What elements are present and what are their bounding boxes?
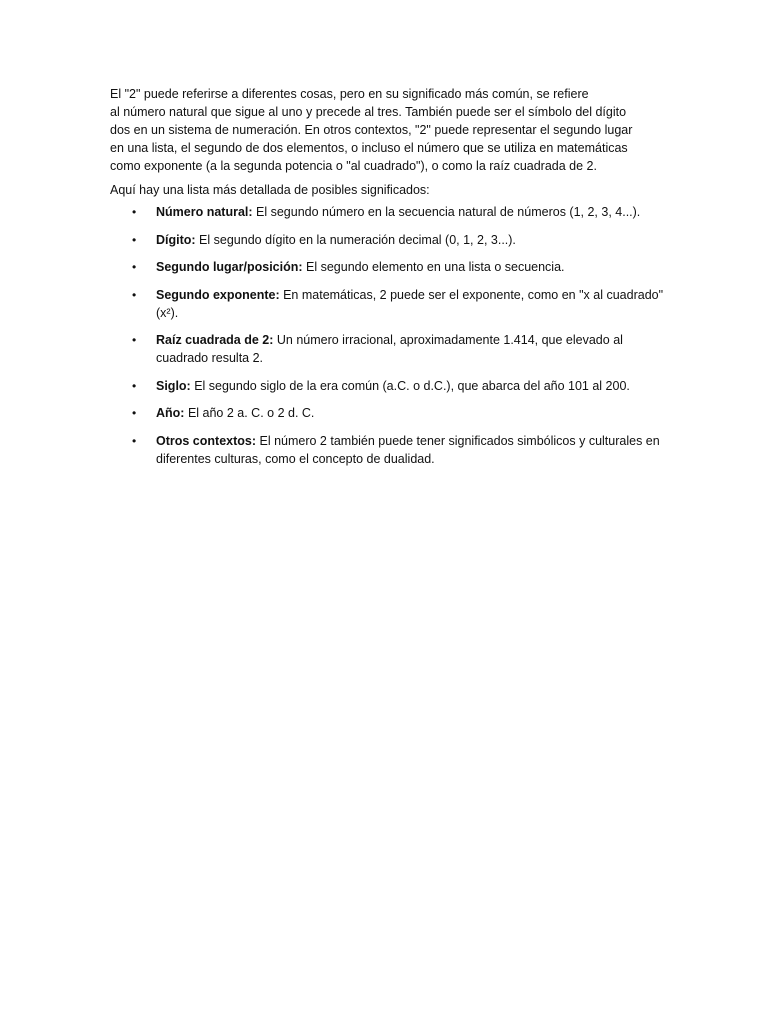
bullet-icon: • [132,378,137,393]
list-item [110,286,670,322]
item-term: Siglo: [156,378,191,393]
bullet-icon: • [132,333,137,347]
item-term: Otros contextos: [156,433,257,448]
item-term: Raíz cuadrada de 2: [156,333,274,347]
bullet-icon: • [132,232,137,247]
list-item [110,432,670,468]
intro-line: como exponente (a la segunda potencia o "al cuadrado"), o como la raíz cuadrada de 2. [110,159,597,173]
intro-paragraph [110,85,670,175]
bullet-icon: • [132,287,137,302]
document-page [110,85,670,477]
bullet-icon: • [132,406,137,420]
item-text: Un número irracional, aproximadamente 1.414, que elevado al cuadrado resulta 2. [156,333,623,365]
bullet-icon: • [132,205,137,219]
item-term: Año: [156,406,185,420]
item-term: Dígito: [156,232,196,247]
meanings-list [110,203,670,468]
list-item [110,231,670,249]
item-text: En matemáticas, 2 puede ser el exponente, como en "x al cuadrado" (x²). [156,287,664,320]
list-intro: Aquí hay una lista más detallada de posibles significados: [110,183,430,197]
item-text: El número 2 también puede tener significados simbólicos y culturales en diferentes culturas, como el concepto de dualidad. [156,433,660,466]
item-text: El segundo elemento en una lista o secuencia. [302,260,565,274]
item-text: El segundo siglo de la era común (a.C. o d.C.), que abarca del año 101 al 200. [190,378,630,393]
item-term: Segundo exponente: [156,287,280,302]
bullet-icon: • [132,433,137,448]
item-text: El año 2 a. C. o 2 d. C. [184,406,315,420]
list-item [110,203,670,221]
list-item [110,377,670,395]
list-item [110,258,670,276]
list-item [110,331,670,367]
item-term: Número natural: [156,205,253,219]
intro-line: El "2" puede referirse a diferentes cosas, pero en su significado más común, se refiere [110,87,589,101]
item-text: El segundo número en la secuencia natural de números (1, 2, 3, 4...). [252,205,641,219]
intro-line: en una lista, el segundo de dos elementos, o incluso el número que se utiliza en matemáticas [110,141,628,155]
item-term: Segundo lugar/posición: [156,260,303,274]
list-item [110,404,670,422]
bullet-icon: • [132,260,137,274]
intro-line: dos en un sistema de numeración. En otros contextos, "2" puede representar el segundo lugar [110,123,633,137]
item-text: El segundo dígito en la numeración decimal (0, 1, 2, 3...). [195,232,516,247]
intro-line: al número natural que sigue al uno y precede al tres. También puede ser el símbolo del dígito [110,105,627,119]
